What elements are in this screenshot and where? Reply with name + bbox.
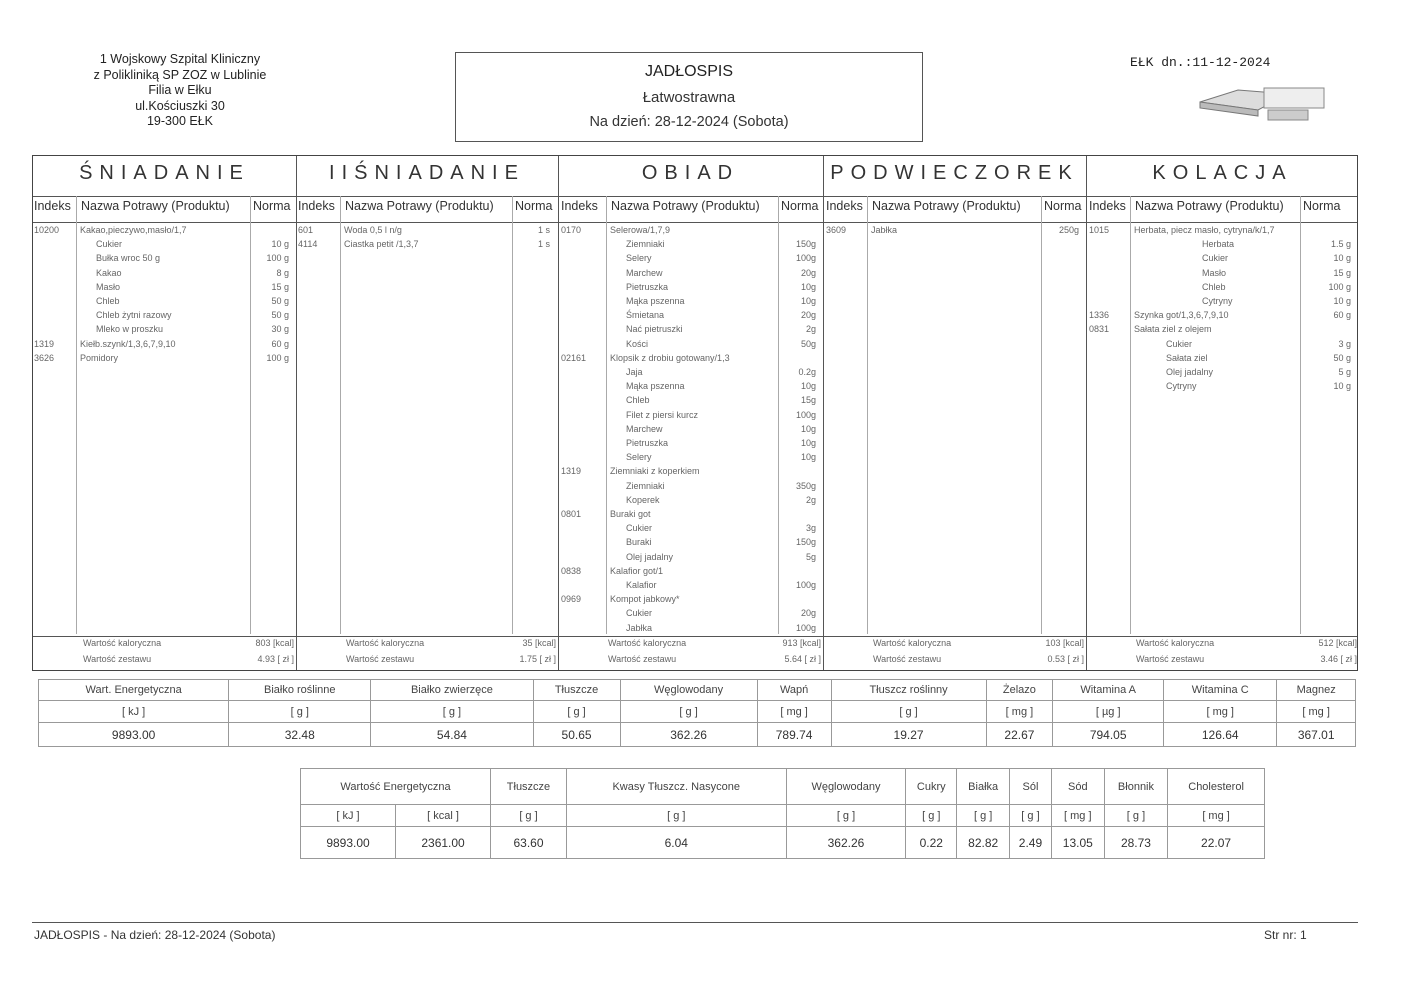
item-index: 0170 [561,225,582,235]
meal-energy-label: Wartość kaloryczna [608,638,687,648]
item-name: Jabłka [626,622,653,633]
meal-energy-label: Wartość kaloryczna [346,638,425,648]
nutrition-value: 82.82 [957,827,1010,859]
column-header-norm: Norma [253,199,291,213]
nutrition-value: 9893.00 [301,827,396,859]
item-name: Jaja [626,367,643,377]
item-name: Masło [96,281,121,292]
column-header-name: Nazwa Potrawy (Produktu) [1135,199,1284,213]
item-name: Cukier [626,523,653,534]
nutrient-unit: [ g ] [831,701,986,723]
nutrition-unit: [ g ] [786,805,906,827]
item-name: Selery [626,253,652,264]
nutrition-unit: [ kJ ] [301,805,396,827]
nutrition-unit: [ g ] [957,805,1010,827]
hospital-line: Filia w Ełku [148,83,212,97]
nutrient-name: Magnez [1277,680,1356,701]
item-index: 0969 [561,594,582,605]
column-header-index: Indeks [34,199,71,213]
item-name: Kiełb.szynk/1,3,6,7,9,10 [80,338,176,349]
item-index: 4114 [298,239,318,250]
nutrition-unit: [ g ] [1010,805,1052,827]
nutrition-value: 2361.00 [396,827,491,859]
item-norm: 3 g [1338,338,1351,349]
item-name: Cukier [1166,338,1193,349]
nutrition-name: Węglowodany [786,769,906,805]
nutrition-name: Błonnik [1104,769,1167,805]
item-norm: 100g [795,622,816,633]
stamp-image [1198,84,1330,124]
item-index: 3609 [826,225,847,235]
nutrient-unit: [ µg ] [1053,701,1164,723]
column-header-index: Indeks [561,199,598,213]
item-index: 3626 [34,352,55,363]
nutrient-name: Węglowodany [620,680,757,701]
item-name: Nać pietruszki [626,324,683,335]
item-norm: 100 g [266,352,289,363]
item-name: Selerowa/1,7,9 [610,225,671,235]
nutrient-name: Białko zwierzęce [371,680,533,701]
item-norm: 10g [800,281,816,292]
item-name: Ziemniaki [626,480,665,491]
meal-cost-label: Wartość zestawu [608,654,677,664]
item-name: Kalafior [626,580,657,590]
nutrient-unit: [ mg ] [757,701,831,723]
item-name: Buraki got [610,509,651,519]
item-name: Kakao [96,267,122,278]
nutrition-name: Cukry [906,769,957,805]
item-name: Klopsik z drobiu gotowany/1,3 [610,352,730,363]
nutrition-unit: [ g ] [566,805,786,827]
item-name: Selery [626,452,652,463]
item-norm: 100g [795,580,816,590]
menu-date: Na dzień: 28-12-2024 (Sobota) [589,114,789,130]
item-norm: 2g [805,324,816,335]
nutrition-value: 0.22 [906,827,957,859]
item-name: Marchew [626,267,663,278]
nutrient-name: Wart. Energetyczna [39,680,229,701]
nutrition-value: 28.73 [1104,827,1167,859]
meal-energy-value: 913 [kcal] [782,638,821,648]
item-name: Cukier [96,239,123,250]
item-norm: 15g [800,395,816,406]
item-index: 0801 [561,509,582,519]
meal-energy-label: Wartość kaloryczna [1136,638,1215,648]
nutrition-name: Kwasy Tłuszcz. Nasycone [566,769,786,805]
item-name: Sałata ziel z olejem [1134,324,1212,335]
item-name: Ziemniaki [626,239,665,250]
nutrition-name: Białka [957,769,1010,805]
nutrient-name: Tłuszcze [533,680,620,701]
item-norm: 150g [795,537,816,548]
nutrient-name: Witamina C [1164,680,1277,701]
nutrient-value: 9893.00 [39,723,229,747]
meal-energy-value: 103 [kcal] [1045,638,1084,648]
item-name: Mleko w proszku [96,324,164,335]
title-box [455,52,923,142]
nutrition-name: Tłuszcze [491,769,567,805]
item-norm: 250g [1058,225,1079,235]
page-number: Str nr: 1 [1264,928,1307,942]
hospital-line: 19-300 EŁK [146,114,214,128]
item-norm: 10 g [1333,381,1351,392]
footer-title: JADŁOSPIS - Na dzień: 28-12-2024 (Sobota) [34,928,276,942]
nutrition-value-row [301,827,1265,859]
hospital-line: ul.Kościuszki 30 [135,98,225,113]
meal-energy-value: 35 [kcal] [522,638,556,648]
nutrient-name: Witamina A [1053,680,1164,701]
item-name: Cukier [1202,253,1229,264]
item-name: Pietruszka [626,438,669,448]
nutrition-value: 22.07 [1168,827,1265,859]
item-norm: 3g [805,523,816,534]
meal-cost-label: Wartość zestawu [873,654,942,664]
nutrition-name: Cholesterol [1168,769,1265,805]
nutrient-name: Żelazo [986,680,1053,701]
column-header-name: Nazwa Potrawy (Produktu) [872,199,1021,213]
item-index: 0831 [1089,324,1110,335]
column-header-index: Indeks [826,199,863,213]
item-norm: 50 g [1333,352,1351,363]
item-name: Mąka pszenna [626,381,685,392]
nutrition-value: 362.26 [786,827,906,859]
nutrition-value: 63.60 [491,827,567,859]
page-title: JADŁOSPIS [644,63,734,80]
item-norm: 100g [795,409,816,420]
nutrient-unit: [ g ] [371,701,533,723]
item-name: Koperek [626,494,660,505]
item-index: 1319 [561,466,582,477]
item-norm: 8 g [276,267,289,278]
item-index: 0838 [561,565,582,576]
item-index: 10200 [34,225,60,235]
item-norm: 60 g [271,338,289,349]
nutrition-header-row [301,769,1265,805]
nutrient-value: 22.67 [986,723,1053,747]
item-norm: 10g [800,423,816,434]
meal-title-breakfast: ŚNIADANIE [79,162,250,184]
meal-cost-value: 4.93 [ zł ] [257,654,294,664]
column-header-norm: Norma [781,199,819,213]
item-name: Herbata, piecz masło, cytryna/k/1,7 [1134,225,1275,235]
nutrition-unit-row [301,805,1265,827]
nutrient-unit: [ g ] [533,701,620,723]
item-norm: 20g [800,267,816,278]
item-norm: 350g [795,480,816,491]
item-norm: 30 g [271,324,289,335]
meal-energy-value: 803 [kcal] [255,638,294,648]
item-norm: 100g [795,253,816,264]
item-index: 02161 [561,352,587,363]
hospital-line: 1 Wojskowy Szpital Kliniczny [99,52,261,66]
item-norm: 50 g [271,296,289,306]
meal-energy-label: Wartość kaloryczna [83,638,162,648]
item-name: Herbata [1202,239,1235,250]
column-header-name: Nazwa Potrawy (Produktu) [345,199,494,213]
nutrition-unit: [ g ] [906,805,957,827]
item-name: Kakao,pieczywo,masło/1,7 [80,225,187,235]
item-norm: 10 g [271,239,289,250]
print-date: EŁK dn.:11-12-2024 [1130,55,1271,70]
item-norm: 2g [805,494,816,505]
nutrient-value: 367.01 [1277,723,1356,747]
nutrient-header-row [39,680,1356,701]
hospital-line: z Polikliniką SP ZOZ w Lublinie [93,67,267,82]
meal-energy-label: Wartość kaloryczna [873,638,952,648]
meal-title-snack: PODWIECZOREK [830,162,1079,184]
column-header-norm: Norma [515,199,553,213]
item-name: Chleb żytni razowy [96,310,172,321]
item-name: Masło [1202,267,1227,278]
item-norm: 10g [800,381,816,392]
diet-name: Łatwostrawna [642,89,736,106]
nutrition-value: 2.49 [1010,827,1052,859]
nutrition-unit: [ mg ] [1168,805,1265,827]
column-header-norm: Norma [1303,199,1341,213]
column-header-norm: Norma [1044,199,1082,213]
item-index: 1336 [1089,310,1110,321]
footer-divider [32,922,1358,923]
item-norm: 60 g [1333,310,1351,321]
nutrition-unit: [ mg ] [1051,805,1104,827]
item-name: Kości [626,338,649,349]
item-name: Filet z piersi kurcz [626,409,699,420]
item-name: Pomidory [80,352,119,363]
meal-cost-label: Wartość zestawu [346,654,415,664]
item-name: Sałata ziel [1166,352,1208,363]
nutrient-value: 789.74 [757,723,831,747]
nutrient-value: 362.26 [620,723,757,747]
item-name: Chleb [96,296,120,306]
meal-cost-value: 5.64 [ zł ] [784,654,821,664]
nutrient-unit: [ mg ] [1164,701,1277,723]
nutrient-value: 50.65 [533,723,620,747]
item-norm: 0.2g [798,367,816,377]
item-norm: 150g [795,239,816,250]
item-norm: 5g [805,551,816,562]
nutrient-summary-table [38,679,1356,747]
nutrient-value: 19.27 [831,723,986,747]
item-name: Buraki [626,537,652,548]
item-norm: 10 g [1333,253,1351,264]
item-norm: 1 s [537,239,550,250]
item-name: Marchew [626,423,663,434]
nutrient-unit: [ g ] [620,701,757,723]
menu-table [32,155,1358,671]
item-name: Chleb [626,395,650,406]
meal-title-second-breakfast: IIŚNIADANIE [329,162,525,184]
item-norm: 10g [800,438,816,448]
item-name: Pietruszka [626,281,669,292]
column-header-name: Nazwa Potrawy (Produktu) [611,199,760,213]
meal-title-lunch: OBIAD [641,162,740,184]
item-name: Chleb [1202,281,1226,292]
item-norm: 100 g [266,253,289,264]
item-norm: 15 g [271,281,289,292]
item-index: 1319 [34,338,55,349]
item-norm: 15 g [1333,267,1351,278]
item-name: Mąka pszenna [626,296,685,306]
nutrition-value: 6.04 [566,827,786,859]
nutrient-name: Białko roślinne [229,680,371,701]
nutrient-unit-row [39,701,1356,723]
nutrient-value: 32.48 [229,723,371,747]
item-name: Bułka wroc 50 g [96,253,161,264]
item-name: Olej jadalny [626,551,674,562]
nutrition-unit: [ g ] [491,805,567,827]
item-norm: 100 g [1328,281,1351,292]
item-name: Szynka got/1,3,6,7,9,10 [1134,310,1229,321]
nutrient-unit: [ mg ] [986,701,1053,723]
item-index: 1015 [1089,225,1110,235]
meal-cost-value: 1.75 [ zł ] [519,654,556,664]
meal-cost-label: Wartość zestawu [83,654,152,664]
nutrition-name: Wartość Energetyczna [301,769,491,805]
nutrition-unit: [ kcal ] [396,805,491,827]
item-name: Woda 0,5 l n/g [344,225,402,235]
item-name: Śmietana [626,310,665,321]
item-name: Olej jadalny [1166,367,1214,377]
nutrition-name: Sól [1010,769,1052,805]
nutrient-unit: [ mg ] [1277,701,1356,723]
nutrient-unit: [ kJ ] [39,701,229,723]
nutrient-value: 794.05 [1053,723,1164,747]
nutrition-name: Sód [1051,769,1104,805]
meal-energy-value: 512 [kcal] [1318,638,1357,648]
nutrition-facts-table [300,768,1265,859]
item-norm: 50g [800,338,816,349]
meal-cost-value: 3.46 [ zł ] [1320,654,1357,664]
nutrient-unit: [ g ] [229,701,371,723]
item-name: Cytryny [1166,381,1197,392]
item-norm: 5 g [1338,367,1351,377]
item-name: Kompot jabkowy* [610,594,680,605]
item-norm: 50 g [271,310,289,321]
hospital-header [60,52,300,130]
column-header-index: Indeks [1089,199,1126,213]
item-index: 601 [298,225,314,235]
item-name: Kalafior got/1 [610,565,664,576]
item-name: Cukier [626,608,653,619]
item-name: Cytryny [1202,296,1233,306]
item-name: Ziemniaki z koperkiem [610,466,700,477]
item-norm: 10 g [1333,296,1351,306]
item-norm: 10g [800,452,816,463]
item-norm: 10g [800,296,816,306]
nutrient-name: Wapń [757,680,831,701]
nutrition-unit: [ g ] [1104,805,1167,827]
item-norm: 20g [800,310,816,321]
item-norm: 20g [800,608,816,619]
column-header-name: Nazwa Potrawy (Produktu) [81,199,230,213]
meal-title-dinner: KOLACJA [1152,162,1293,184]
item-name: Jabłka [871,225,898,235]
nutrient-value: 126.64 [1164,723,1277,747]
nutrient-value: 54.84 [371,723,533,747]
meal-cost-label: Wartość zestawu [1136,654,1205,664]
nutrient-value-row [39,723,1356,747]
item-norm: 1 s [537,225,550,235]
item-name: Ciastka petit /1,3,7 [344,239,419,250]
nutrition-value: 13.05 [1051,827,1104,859]
nutrient-name: Tłuszcz roślinny [831,680,986,701]
meal-cost-value: 0.53 [ zł ] [1047,654,1084,664]
column-header-index: Indeks [298,199,335,213]
item-norm: 1.5 g [1330,239,1351,250]
